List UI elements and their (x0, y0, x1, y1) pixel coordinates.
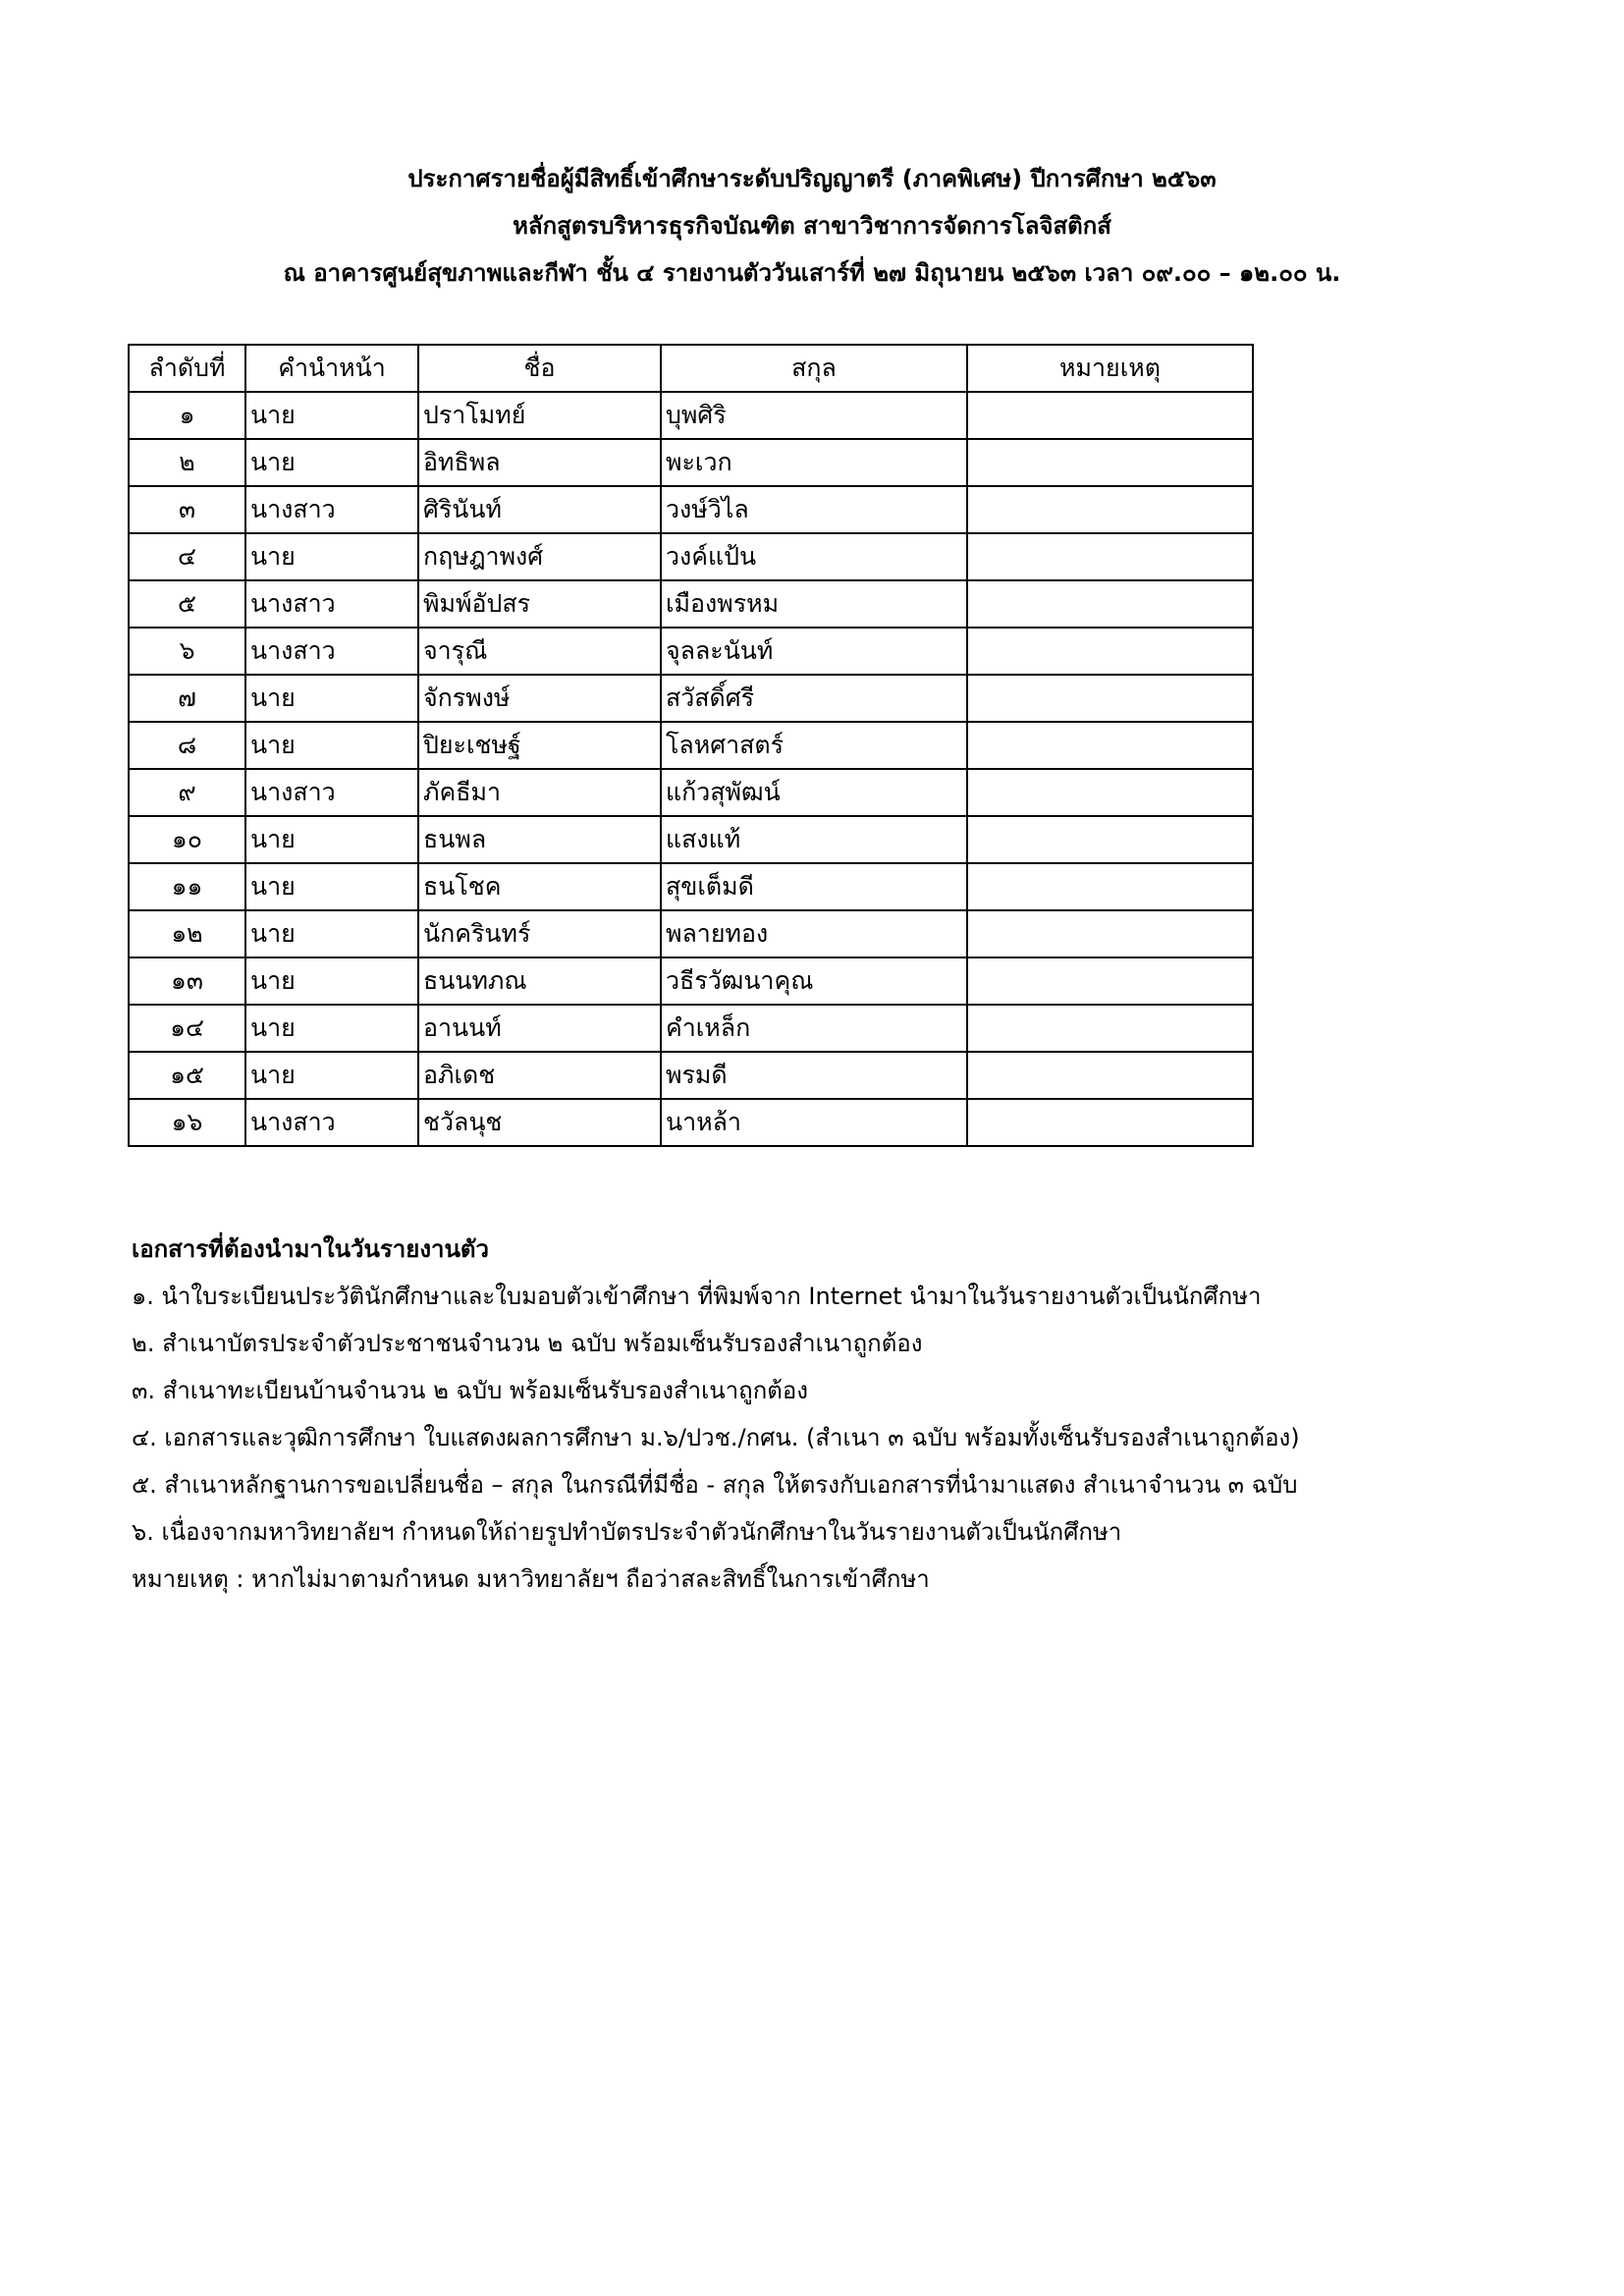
cell-no: ๒ (129, 439, 245, 486)
table-row (129, 392, 1253, 439)
cell-note (967, 439, 1253, 486)
heading-line-1: ประกาศรายชื่อผู้มีสิทธิ์เข้าศึกษาระดับปริญญาตรี (ภาคพิเศษ) ปีการศึกษา ๒๕๖๓ (407, 165, 1217, 192)
cell-first-name: ธนพล (418, 816, 661, 863)
cell-note (967, 580, 1253, 628)
cell-first-name: อิทธิพล (418, 439, 661, 486)
cell-prefix: นาย (245, 910, 418, 957)
header-last-name: สกุล (661, 345, 967, 392)
cell-prefix: นางสาว (245, 1099, 418, 1146)
cell-no: ๑๓ (129, 957, 245, 1005)
cell-note (967, 816, 1253, 863)
required-documents-section (132, 1226, 1300, 1603)
cell-prefix: นาย (245, 392, 418, 439)
cell-first-name: ปิยะเชษฐ์ (418, 722, 661, 769)
cell-no: ๙ (129, 769, 245, 816)
cell-first-name: ชวัลนุช (418, 1099, 661, 1146)
cell-note (967, 1005, 1253, 1052)
table-row (129, 769, 1253, 816)
cell-note (967, 533, 1253, 580)
cell-no: ๑ (129, 392, 245, 439)
cell-no: ๑๖ (129, 1099, 245, 1146)
cell-note (967, 1099, 1253, 1146)
cell-note (967, 628, 1253, 675)
table-row (129, 816, 1253, 863)
cell-note (967, 722, 1253, 769)
cell-last-name: วงค์แป้น (661, 533, 967, 580)
cell-prefix: นาย (245, 675, 418, 722)
cell-prefix: นาย (245, 957, 418, 1005)
cell-last-name: วธีรวัฒนาคุณ (661, 957, 967, 1005)
cell-note (967, 486, 1253, 533)
cell-no: ๑๑ (129, 863, 245, 910)
cell-first-name: จารุณี (418, 628, 661, 675)
documents-title: เอกสารที่ต้องนำมาในวันรายงานตัว (132, 1235, 489, 1263)
cell-note (967, 1052, 1253, 1099)
cell-last-name: พรมดี (661, 1052, 967, 1099)
table-row (129, 486, 1253, 533)
cell-no: ๕ (129, 580, 245, 628)
cell-no: ๗ (129, 675, 245, 722)
heading-line-2: หลักสูตรบริหารธุรกิจบัณฑิต สาขาวิชาการจัดการโลจิสติกส์ (513, 212, 1111, 240)
table-row (129, 1052, 1253, 1099)
cell-note (967, 675, 1253, 722)
cell-first-name: ภัคธีมา (418, 769, 661, 816)
cell-last-name: พะเวก (661, 439, 967, 486)
cell-first-name: นักครินทร์ (418, 910, 661, 957)
cell-prefix: นางสาว (245, 486, 418, 533)
cell-last-name: สุขเต็มดี (661, 863, 967, 910)
document-item: ๑. นำใบระเบียนประวัตินักศึกษาและใบมอบตัวเข้าศึกษา ที่พิมพ์จาก Internet นำมาในวันรายงานตัวเป็นนักศึกษา (132, 1283, 1262, 1310)
cell-last-name: บุพศิริ (661, 392, 967, 439)
documents-remark: หมายเหตุ : หากไม่มาตามกำหนด มหาวิทยาลัยฯ ถือว่าสละสิทธิ์ในการเข้าศึกษา (132, 1565, 930, 1593)
document-item: ๓. สำเนาทะเบียนบ้านจำนวน ๒ ฉบับ พร้อมเซ็นรับรองสำเนาถูกต้อง (132, 1377, 808, 1404)
cell-prefix: นาย (245, 816, 418, 863)
table-row (129, 580, 1253, 628)
cell-no: ๑๒ (129, 910, 245, 957)
cell-note (967, 769, 1253, 816)
announcement-heading (0, 155, 1624, 297)
document-item: ๕. สำเนาหลักฐานการขอเปลี่ยนชื่อ – สกุล ในกรณีที่มีชื่อ - สกุล ให้ตรงกับเอกสารที่นำมาแสดง สำเนาจำนวน ๓ ฉบับ (132, 1471, 1298, 1499)
heading-line-3: ณ อาคารศูนย์สุขภาพและกีฬา ชั้น ๔ รายงานตัววันเสาร์ที่ ๒๗ มิถุนายน ๒๕๖๓ เวลา ๐๙.๐๐ – ๑๒.๐๐ น. (283, 259, 1341, 287)
cell-first-name: อภิเดช (418, 1052, 661, 1099)
table-row (129, 1005, 1253, 1052)
cell-prefix: นาย (245, 1052, 418, 1099)
cell-prefix: นาย (245, 863, 418, 910)
cell-no: ๖ (129, 628, 245, 675)
cell-note (967, 392, 1253, 439)
header-first-name: ชื่อ (418, 345, 661, 392)
cell-prefix: นาย (245, 722, 418, 769)
document-item: ๔. เอกสารและวุฒิการศึกษา ใบแสดงผลการศึกษา ม.๖/ปวช./กศน. (สำเนา ๓ ฉบับ พร้อมทั้งเซ็นรับรองสำเนาถูกต้อง) (132, 1424, 1300, 1451)
cell-prefix: นางสาว (245, 628, 418, 675)
cell-note (967, 910, 1253, 957)
table-header-row (129, 345, 1253, 392)
table-row (129, 439, 1253, 486)
cell-last-name: คำเหล็ก (661, 1005, 967, 1052)
cell-prefix: นาย (245, 1005, 418, 1052)
cell-last-name: จุลละนันท์ (661, 628, 967, 675)
cell-prefix: นาย (245, 439, 418, 486)
header-prefix: คำนำหน้า (245, 345, 418, 392)
document-item: ๒. สำเนาบัตรประจำตัวประชาชนจำนวน ๒ ฉบับ พร้อมเซ็นรับรองสำเนาถูกต้อง (132, 1330, 923, 1357)
cell-prefix: นาย (245, 533, 418, 580)
student-roster-table (128, 344, 1254, 1147)
cell-last-name: แสงแท้ (661, 816, 967, 863)
document-item: ๖. เนื่องจากมหาวิทยาลัยฯ กำหนดให้ถ่ายรูปทำบัตรประจำตัวนักศึกษาในวันรายงานตัวเป็นนักศึกษา (132, 1518, 1122, 1546)
table-row (129, 863, 1253, 910)
cell-no: ๑๕ (129, 1052, 245, 1099)
cell-last-name: นาหล้า (661, 1099, 967, 1146)
table-row (129, 957, 1253, 1005)
cell-first-name: กฤษฎาพงศ์ (418, 533, 661, 580)
cell-first-name: ศิรินันท์ (418, 486, 661, 533)
cell-note (967, 863, 1253, 910)
cell-no: ๓ (129, 486, 245, 533)
cell-prefix: นางสาว (245, 580, 418, 628)
cell-first-name: ธนโชค (418, 863, 661, 910)
header-note: หมายเหตุ (967, 345, 1253, 392)
table-row (129, 910, 1253, 957)
cell-last-name: สวัสดิ์ศรี (661, 675, 967, 722)
cell-first-name: จักรพงษ์ (418, 675, 661, 722)
table-row (129, 1099, 1253, 1146)
table-row (129, 533, 1253, 580)
cell-note (967, 957, 1253, 1005)
table-row (129, 628, 1253, 675)
cell-last-name: โลหศาสตร์ (661, 722, 967, 769)
cell-no: ๑๐ (129, 816, 245, 863)
cell-no: ๑๔ (129, 1005, 245, 1052)
cell-last-name: เมืองพรหม (661, 580, 967, 628)
cell-first-name: ปราโมทย์ (418, 392, 661, 439)
cell-first-name: พิมพ์อัปสร (418, 580, 661, 628)
cell-no: ๘ (129, 722, 245, 769)
table-body (129, 392, 1253, 1146)
cell-last-name: แก้วสุพัฒน์ (661, 769, 967, 816)
cell-no: ๔ (129, 533, 245, 580)
cell-last-name: วงษ์วิไล (661, 486, 967, 533)
header-no: ลำดับที่ (129, 345, 245, 392)
cell-first-name: ธนนทภณ (418, 957, 661, 1005)
cell-last-name: พลายทอง (661, 910, 967, 957)
cell-prefix: นางสาว (245, 769, 418, 816)
table-row (129, 722, 1253, 769)
table-row (129, 675, 1253, 722)
documents-list (132, 1273, 1300, 1556)
cell-first-name: อานนท์ (418, 1005, 661, 1052)
